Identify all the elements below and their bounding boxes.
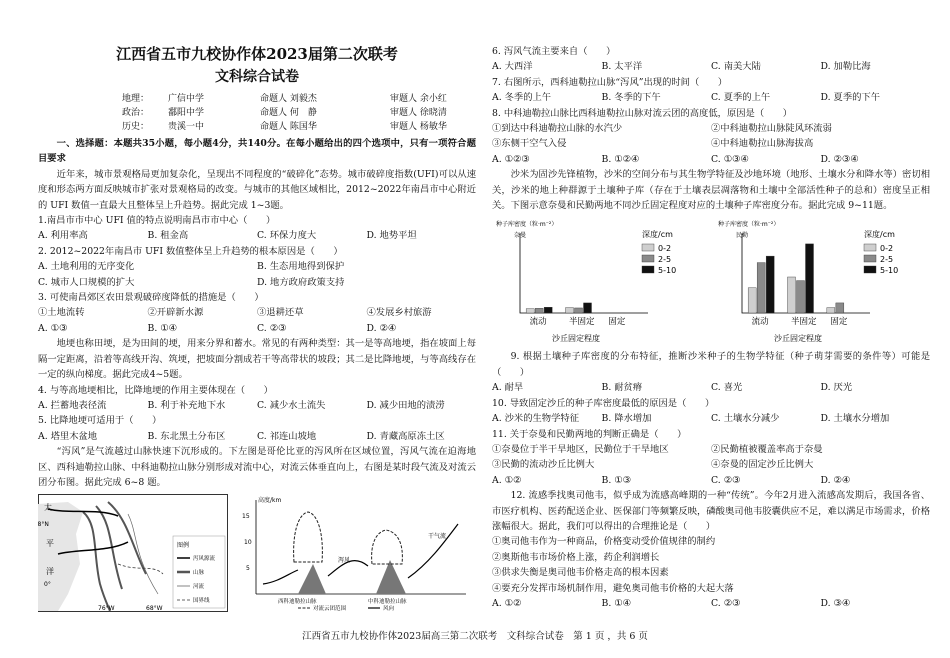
exam-subtitle: 文科综合试卷 bbox=[215, 69, 299, 85]
svg-text:10: 10 bbox=[244, 539, 252, 547]
legend-title: 深度/cm bbox=[864, 230, 895, 240]
colombia-map bbox=[38, 494, 228, 612]
bar-半固定-5-10 bbox=[584, 303, 592, 313]
q9-options: A. 耐旱 B. 耐贫瘠 C. 喜光 D. 厌光 bbox=[492, 382, 853, 394]
wind-arrow bbox=[263, 570, 298, 584]
chart-title: 民勤 bbox=[736, 232, 749, 240]
q12-item: ④要充分发挥市场机制作用，避免奥司他韦价格的大起大落 bbox=[492, 582, 734, 594]
chart-xlabel: 沙丘固定程度 bbox=[774, 334, 822, 344]
bar-流动-5-10 bbox=[766, 257, 774, 314]
q12-item: ②奥斯他韦市场价格上涨，药企利润增长 bbox=[492, 551, 660, 563]
x-tick-label: 固定 bbox=[830, 317, 848, 328]
section-intro: 一、选择题：本题共35小题，每小题4分，共140分。在每小题给出的四个选项中，只有一项符合题目要求 bbox=[38, 138, 476, 165]
svg-text:风向: 风向 bbox=[383, 606, 395, 613]
q10-options: A. 沙米的生物学特征 B. 降水增加 C. 土壤水分减少 D. 土壤水分增加 bbox=[492, 413, 890, 425]
svg-text:15: 15 bbox=[242, 513, 250, 521]
question-8: 8. 中科迪勒拉山脉比西科迪勒拉山脉对流云团的高度低，原因是（ ） bbox=[492, 107, 793, 119]
mountain-central bbox=[376, 560, 406, 594]
q8-items: ①到达中科迪勒拉山脉的水汽少 ②中科迪勒拉山脉陡风环流弱 bbox=[492, 123, 832, 135]
bar-半固定-2-5 bbox=[797, 281, 805, 313]
staff-row: 地理： 广信中学 命题人 刘毅杰 审题人 余小红 bbox=[122, 94, 447, 104]
staff-row: 历史： 贵溪一中 命题人 陈国华 审题人 杨敏华 bbox=[122, 122, 447, 132]
bar-固定-2-5 bbox=[836, 303, 844, 313]
q8-items: ③东侧干空气入侵 ④中科迪勒拉山脉海拔高 bbox=[492, 138, 814, 150]
q2-options: A. 土地利用的无序变化 B. 生态用地得到保护 bbox=[38, 261, 345, 273]
passage-seed: 沙米为固沙先锋植物，沙米的空间分布与其生物学特征及沙地环境（地形、土壤水分和降水等）密切相关，沙米的地上种群源于土壤种子库（存在于土壤表层凋落物和土壤中全部活性种子的总和）密度呈正相关。下图示意奈曼和民勤两地不同沙丘固定程度对应的土壤种子库密度分布。据此完成 9~11题。 bbox=[492, 169, 930, 212]
passage-wind: “泻风”是气流越过山脉快速下沉形成的。下左图是哥伦比亚的泻风所在区域位置，泻风气流在迫海地区、西科迪勒拉山脉、中科迪勒拉山脉分别形成对流中心，对流云体垂直向上，右图是某时段气流及对流云团分布图。据此完成 6~8 题。 bbox=[38, 446, 476, 488]
bar-流动-0-2 bbox=[526, 309, 534, 313]
q11-items: ③民勤的流动沙丘比例大 ④奈曼的固定沙丘比例大 bbox=[492, 459, 814, 471]
bar-半固定-0-2 bbox=[788, 277, 796, 313]
figure-wind bbox=[38, 494, 476, 612]
svg-text:平: 平 bbox=[46, 539, 54, 549]
right-column bbox=[492, 44, 930, 611]
chart-naiman bbox=[492, 217, 704, 345]
bar-流动-2-5 bbox=[535, 309, 543, 314]
question-11: 11. 关于奈曼和民勤两地的判断正确是（ ） bbox=[492, 428, 687, 440]
figure-seed-charts bbox=[492, 217, 930, 345]
bar-半固定-5-10 bbox=[806, 244, 814, 313]
svg-text:泻风源流: 泻风源流 bbox=[193, 556, 216, 563]
q12-item: ③供求失衡是奥司他韦价格走高的根本因素 bbox=[492, 567, 669, 579]
question-3: 3. 可使南昌郊区农田景观破碎度降低的措施是（ ） bbox=[38, 292, 264, 304]
svg-text:对流云团范围: 对流云团范围 bbox=[313, 606, 347, 613]
question-10: 10. 导致固定沙丘的种子库密度最低的原因是（ ） bbox=[492, 397, 715, 409]
legend-label: 5-10 bbox=[658, 266, 677, 276]
chart-ylabel: 种子库密度（粒·m⁻²） bbox=[496, 221, 558, 229]
svg-text:中科迪勒拉山脉: 中科迪勒拉山脉 bbox=[368, 599, 407, 606]
x-tick-label: 流动 bbox=[751, 317, 769, 328]
q2-options: C. 城市人口规模的扩大 D. 地方政府政策支持 bbox=[38, 276, 345, 288]
q8-options: A. ①②③ B. ①②④ C. ①③④ D. ②③④ bbox=[492, 153, 859, 165]
bar-流动-5-10 bbox=[544, 308, 552, 314]
question-7: 7. 右图所示，西科迪勒拉山脉“泻风”出现的时间（ ） bbox=[492, 76, 728, 88]
mountain-west bbox=[298, 564, 326, 594]
passage-ridge: 地埂也称田埂，是为田间的埂，用来分界和蓄水。常见的有两种类型：其一是等高地埂，指在坡面上每隔一定距离，沿着等高线开沟、筑埂，把坡面分割成若干等高带状的坡段；其二是比降地埂，与等高线存在一定的纵向梯度。据此完成4~5题。 bbox=[38, 338, 476, 381]
q5-options: A. 塔里木盆地 B. 东北黑土分布区 C. 祁连山坡地 D. 青藏高原冻土区 bbox=[38, 430, 445, 442]
svg-text:河流: 河流 bbox=[193, 584, 205, 591]
svg-text:西科迪勒拉山脉: 西科迪勒拉山脉 bbox=[278, 599, 317, 606]
question-2: 2. 2012~2022年南昌市 UFI 数值整体呈上升趋势的根本原因是（ ） bbox=[38, 245, 343, 257]
legend-swatch bbox=[642, 255, 654, 262]
q11-items: ①奈曼位于半干旱地区，民勤位于干旱地区 ②民勤植被覆盖率高于奈曼 bbox=[492, 443, 823, 455]
svg-text:洋: 洋 bbox=[46, 567, 54, 577]
x-tick-label: 流动 bbox=[529, 317, 547, 328]
q12-options: A. ①② B. ①④ C. ②③ D. ③④ bbox=[492, 597, 851, 609]
legend-swatch bbox=[864, 266, 876, 273]
svg-text:76°W: 76°W bbox=[98, 605, 115, 613]
svg-text:太: 太 bbox=[44, 503, 52, 513]
legend-swatch bbox=[864, 255, 876, 262]
chart-title: 奈曼 bbox=[514, 232, 527, 240]
svg-text:泻风: 泻风 bbox=[338, 557, 351, 565]
chart-ylabel: 种子库密度（粒·m⁻²） bbox=[718, 221, 780, 229]
q11-options: A. ①② B. ①③ C. ②③ D. ②④ bbox=[492, 474, 851, 486]
cloud-west bbox=[294, 512, 323, 562]
svg-text:高度/km: 高度/km bbox=[258, 497, 282, 505]
chart-xlabel: 沙丘固定程度 bbox=[552, 334, 600, 344]
q7-options: A. 冬季的上午 B. 冬季的下午 C. 夏季的上午 D. 夏季的下午 bbox=[492, 92, 881, 104]
question-6: 6. 泻风气流主要来自（ ） bbox=[492, 46, 616, 57]
bar-流动-0-2 bbox=[748, 288, 756, 313]
x-tick-label: 半固定 bbox=[569, 317, 595, 328]
svg-text:图例: 图例 bbox=[177, 542, 190, 550]
legend-swatch bbox=[642, 244, 654, 251]
svg-text:68°W: 68°W bbox=[146, 605, 163, 613]
staff-list bbox=[38, 92, 476, 134]
legend-label: 5-10 bbox=[880, 266, 899, 276]
question-5: 5. 比降地埂可适用于（ ） bbox=[38, 415, 162, 427]
chart-axes bbox=[520, 233, 648, 313]
bar-流动-2-5 bbox=[757, 263, 765, 313]
bar-半固定-2-5 bbox=[575, 308, 583, 313]
q6-options: A. 大西洋 B. 太平洋 C. 南美大陆 D. 加勒比海 bbox=[492, 61, 871, 73]
question-12: 12. 流感季找奥司他韦，似乎成为流感高峰期的一种“传统”。今年2月进入流感高发期后，我国各省、市医疗机构、医药配送企业、医保部门等频繁反映，磷酸奥司他韦胶囊供应不足，难以满足市场需求，价格涨幅很大。据此，我们可以得出的合理推论是（ ） bbox=[492, 490, 930, 532]
q3-items: ①土地流转 ②开辟新水源 ③退耕还草 ④发展乡村旅游 bbox=[38, 307, 432, 319]
chart-minqin bbox=[714, 217, 926, 345]
map-legend bbox=[173, 536, 225, 608]
legend-label: 2-5 bbox=[658, 255, 672, 265]
cloud-central bbox=[372, 530, 403, 564]
legend-swatch bbox=[642, 266, 654, 273]
passage-ufi: 近年来，城市景观格局更加复杂化，呈现出不同程度的“破碎化”态势。城市破碎度指数(UFI)可以从速度和形态两方面反映城市扩张对景观格局的改变。与城市的其他区域相比，2012~2022年南昌市中心附近的 UFI 数值一直最大且整体呈上升趋势。据此完成 1~3题。 bbox=[38, 168, 476, 211]
question-4: 4. 与等高地埂相比，比降地埂的作用主要体现在（ ） bbox=[38, 384, 273, 396]
convection-profile bbox=[238, 494, 470, 612]
staff-row: 政治： 鄱阳中学 命题人 何 静 审题人 徐晓清 bbox=[122, 108, 447, 118]
svg-text:5: 5 bbox=[246, 565, 250, 573]
legend-label: 2-5 bbox=[880, 255, 894, 265]
left-column bbox=[38, 44, 476, 616]
page-footer: 江西省五市九校协作体2023届高三第二次联考 文科综合试卷 第 1 页 ，共 6 页 bbox=[302, 631, 648, 642]
exam-title: 江西省五市九校协作体2023届第二次联考 bbox=[116, 45, 398, 63]
legend-label: 0-2 bbox=[880, 244, 894, 254]
q12-item: ①奥司他韦作为一种商品，价格变动受价值规律的制约 bbox=[492, 536, 716, 548]
q3-options: A. ①③ B. ①④ C. ②③ D. ②④ bbox=[38, 322, 397, 334]
x-tick-label: 固定 bbox=[608, 317, 626, 328]
svg-text:干气流: 干气流 bbox=[428, 533, 447, 541]
bar-半固定-0-2 bbox=[566, 308, 574, 313]
svg-text:8°N: 8°N bbox=[38, 521, 49, 529]
legend-label: 0-2 bbox=[658, 244, 672, 254]
svg-text:国界线: 国界线 bbox=[193, 598, 210, 605]
q1-options: A. 利用率高 B. 租金高 C. 环保力度大 D. 地势平坦 bbox=[38, 230, 417, 242]
question-1: 1.南昌市市中心 UFI 值的特点说明南昌市市中心（ ） bbox=[38, 215, 276, 227]
x-tick-label: 半固定 bbox=[791, 317, 817, 328]
legend-swatch bbox=[864, 244, 876, 251]
svg-text:山脉: 山脉 bbox=[193, 570, 205, 577]
legend-title: 深度/cm bbox=[642, 230, 673, 240]
svg-text:0°: 0° bbox=[44, 581, 51, 589]
bar-固定-0-2 bbox=[827, 308, 835, 313]
q4-options: A. 拦蓄地表径流 B. 利于补充地下水 C. 减少水土流失 D. 减少田地的渍涝 bbox=[38, 399, 445, 411]
question-9: 9. 根据土壤种子库密度的分布特征，推断沙米种子的生物学特征（种子萌芽需要的条件等）可能是（ ） bbox=[492, 351, 930, 378]
